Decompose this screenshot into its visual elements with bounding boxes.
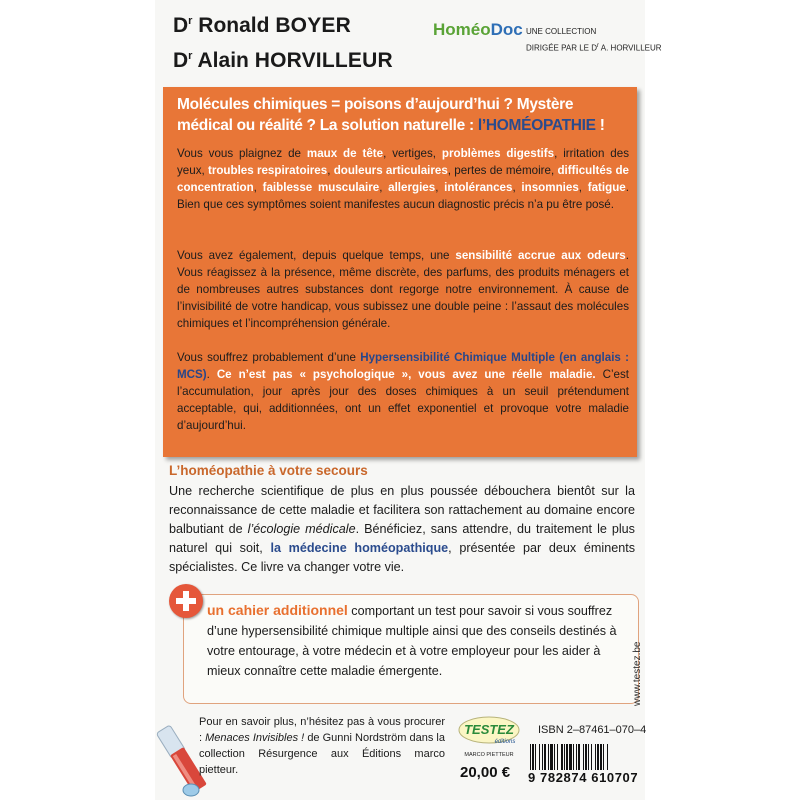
isbn: ISBN 2–87461–070–4: [538, 724, 647, 736]
testez-editions-logo: [455, 714, 523, 760]
summary-paragraph-3: [177, 349, 629, 434]
testez-url: www.testez.be: [632, 641, 643, 706]
text-run: Vous avez également, depuis quelque temps, une: [177, 249, 456, 262]
text-run: Ce n’est pas « psychologique », vous avez une réelle maladie.: [216, 368, 596, 381]
text-run: , pertes de mémoire,: [447, 164, 558, 177]
remedy-tube-icon: [161, 718, 201, 798]
text-run: fatigue: [587, 181, 626, 194]
summary-paragraph-1: [177, 145, 629, 213]
text-run: insomnies: [521, 181, 579, 194]
text-run: sensibilité accrue aux odeurs: [455, 249, 626, 262]
text-run: douleurs articulaires: [333, 164, 448, 177]
summary-paragraph-2: [177, 247, 629, 332]
text-run: , vertiges,: [383, 147, 442, 160]
text-run: ,: [379, 181, 389, 194]
svg-text:éditions: éditions: [494, 739, 516, 745]
text-run: C’est l’accumulation, jour après jour des doses chimiques à un seuil prétendument acceptable, qui, additionnées, ont un effet exponentiel et provoque votre maladie d’aujourd’hui.: [177, 368, 629, 432]
text-run: intolérances: [444, 181, 513, 194]
text-run: ,: [327, 164, 334, 177]
text-run: , irritation des yeux,: [177, 147, 630, 177]
text-run: allergies: [388, 181, 436, 194]
text-run: la médecine homéopathique: [270, 541, 449, 555]
text-run: . Bénéficiez, sans attendre, du traitement le plus naturel qui soit,: [169, 522, 635, 555]
text-run: Vous souffrez probablement d’une: [177, 351, 361, 364]
text-run: . Vous réagissez à la présence, même discrète, des parfums, des produits ménagers et de nombreuses autres substances dont regorge notre environnement. À cause de l’invisibilité de votre handicap, vous subissez une double peine : l’assaut des molécules chimiques et l’incompréhension générale.: [177, 249, 629, 330]
book-back-cover: [155, 0, 662, 800]
text-run: , présentée par deux éminents spécialistes. Ce livre va changer votre vie.: [169, 541, 636, 574]
text-run: ,: [578, 181, 588, 194]
text-run: ,: [435, 181, 445, 194]
text-run: ,: [512, 181, 522, 194]
footer-recommendation: Pour en savoir plus, n’hésitez pas à vous procurer : Menaces Invisibles ! de Gunni Nordström dans la collection Résurgence aux Éditions marco pietteur.: [199, 716, 445, 776]
text-run: Hypersensibilité Chimique Multiple (en anglais : MCS): [177, 351, 630, 381]
orange-summary-box: [163, 87, 637, 457]
text-run: Vous vous plaignez de: [177, 147, 307, 160]
section-text: [169, 482, 635, 577]
text-run: faiblesse musculaire: [262, 181, 380, 194]
barcode-digits: 9 782874 610707: [528, 770, 639, 785]
plus-icon: [169, 584, 203, 618]
text-run: troubles respiratoires: [207, 164, 328, 177]
homeodoc-logo: HoméoDoc: [433, 20, 523, 39]
collection-line-1: UNE COLLECTION: [526, 27, 597, 36]
text-run: Une recherche scientifique de plus en plus poussée débouchera bientôt sur la reconnaissance de cette maladie et facilitera son rattachement au domaine encore balbutiant de: [169, 484, 635, 536]
svg-text:MARCO PIETTEUR: MARCO PIETTEUR: [464, 752, 514, 758]
text-run: difficultés de concentration: [177, 164, 630, 194]
collection-line-2: DIRIGÉE PAR LE $D^r$ A. HORVILLEUR: [526, 43, 662, 53]
additional-notebook-text: un cahier additionnel comportant un test pour savoir si vous souffrez d’une hypersensibilité chimique multiple ainsi que des conseils destinés à votre entourage, à votre médecin et à votre employeur pour les aider à mieux connaître cette maladie émergente.: [207, 602, 617, 678]
summary-title: Molécules chimiques = poisons d’aujourd’hui ? Mystère médical ou réalité ? La solution naturelle : l’HOMÉOPATHIE !: [177, 96, 605, 134]
text-run: maux de tête: [306, 147, 384, 160]
text-run: problèmes digestifs: [441, 147, 555, 160]
section-title: L’homéopathie à votre secours: [169, 463, 368, 478]
price: 20,00 €: [460, 764, 511, 781]
text-run: ,: [253, 181, 263, 194]
svg-text:TESTEZ: TESTEZ: [464, 722, 514, 737]
text-run: . Bien que ces symptômes soient manifestes aucun diagnostic précis n’a pu être posé.: [177, 181, 629, 211]
author-1: $D^r$ Ronald BOYER: [173, 14, 351, 37]
text-run: l’écologie médicale: [247, 522, 356, 536]
text-run: .: [206, 368, 217, 381]
author-2: $D^r$ Alain HORVILLEUR: [173, 49, 393, 72]
